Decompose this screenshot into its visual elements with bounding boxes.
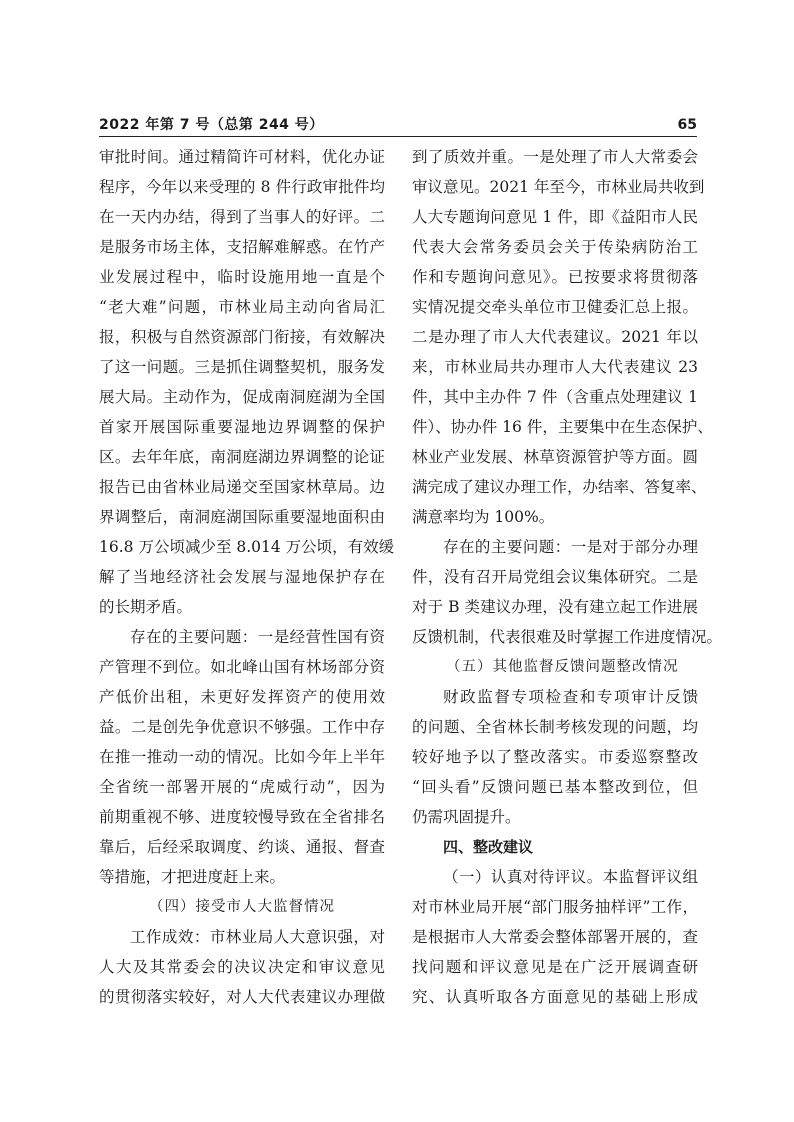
text-line: 来，市林业局共办理市人大代表建议 23 <box>412 358 698 376</box>
text-line: 找问题和评议意见是在广泛开展调查研 <box>412 958 698 976</box>
text-line: 报，积极与自然资源部门衔接，有效解决 <box>99 328 385 346</box>
text-line: 在一天内办结，得到了当事人的好评。二 <box>99 208 385 226</box>
text-line: 究、认真听取各方面意见的基础上形成 <box>412 988 698 1006</box>
text-line: 全省统一部署开展的“虎威行动”，因为 <box>99 778 385 796</box>
text-line: 界调整后，南洞庭湖国际重要湿地面积由 <box>99 508 385 526</box>
text-line: 对市林业局开展“部门服务抽样评”工作， <box>412 898 698 916</box>
text-line: 满完成了建议办理工作，办结率、答复率、 <box>412 478 707 496</box>
text-line: 业发展过程中，临时设施用地一直是个 <box>99 268 385 286</box>
text-line: 到了质效并重。一是处理了市人大常委会 <box>412 148 698 166</box>
text-line: 首家开展国际重要湿地边界调整的保护 <box>99 418 385 436</box>
text-line: 人大专题询问意见 1 件，即《益阳市人民 <box>412 208 698 226</box>
text-line: 报告已由省林业局递交至国家林草局。边 <box>99 478 385 496</box>
left-column <box>99 142 395 1012</box>
text-line: 财政监督专项检查和专项审计反馈 <box>443 688 698 706</box>
text-line: 满意率均为 100%。 <box>412 508 555 526</box>
text-line: （一）认真对待评议。本监督评议组 <box>443 868 698 886</box>
text-line: 是根据市人大常委会整体部署开展的，查 <box>412 928 698 946</box>
text-line: 仍需巩固提升。 <box>412 808 521 826</box>
page-number: 65 <box>677 117 697 133</box>
text-line: 前期重视不够、进度较慢导致在全省排名 <box>99 808 385 826</box>
text-line: 实情况提交牵头单位市卫健委汇总上报。 <box>412 298 698 316</box>
text-line: 靠后，后经采取调度、约谈、通报、督查 <box>99 838 385 856</box>
text-line: 16.8 万公顷减少至 8.014 万公顷，有效缓 <box>99 538 395 556</box>
text-line: 在推一推动一动的情况。比如今年上半年 <box>99 748 385 766</box>
text-line: “回头看”反馈问题已基本整改到位，但 <box>412 778 698 796</box>
text-line: 产管理不到位。如北峰山国有林场部分资 <box>99 658 385 676</box>
text-line: 展大局。主动作为，促成南洞庭湖为全国 <box>99 388 385 406</box>
section-heading: 四、整改建议 <box>443 838 534 856</box>
text-line: 件，没有召开局党组会议集体研究。二是 <box>412 568 698 586</box>
text-line: 是服务市场主体，支招解难解惑。在竹产 <box>99 238 385 256</box>
subsection-heading: （五）其他监督反馈问题整改情况 <box>446 659 679 675</box>
text-line: 了这一问题。三是抓住调整契机，服务发 <box>99 358 385 376</box>
text-line: 代表大会常务委员会关于传染病防治工 <box>412 238 698 256</box>
text-line: 作和专题询问意见》。已按要求将贯彻落 <box>412 268 698 286</box>
header-divider <box>99 136 697 137</box>
text-line: 的贯彻落实较好，对人大代表建议办理做 <box>99 988 385 1006</box>
text-line: 人大及其常委会的决议决定和审议意见 <box>99 958 385 976</box>
journal-issue: 2022 年第 7 号（总第 244 号） <box>99 117 324 133</box>
text-line: 等措施，才把进度赶上来。 <box>99 868 286 886</box>
text-line: 较好地予以了整改落实。市委巡察整改 <box>412 748 698 766</box>
text-line: 的长期矛盾。 <box>99 598 193 616</box>
text-line: 程序，今年以来受理的 8 件行政审批件均 <box>99 178 385 196</box>
right-column <box>412 142 723 1012</box>
text-line: 区。去年年底，南洞庭湖边界调整的论证 <box>99 448 385 466</box>
text-line: 反馈机制，代表很难及时掌握工作进度情况。 <box>412 628 723 646</box>
text-line: 益。二是创先争优意识不够强。工作中存 <box>99 718 385 736</box>
text-line: 审批时间。通过精简许可材料，优化办证 <box>99 148 385 166</box>
text-line: 工作成效：市林业局人大意识强，对 <box>130 928 385 946</box>
text-line: 审议意见。2021 年至今，市林业局共收到 <box>412 178 705 196</box>
text-line: 件，其中主办件 7 件（含重点处理建议 1 <box>412 388 698 406</box>
text-line: 件）、协办件 16 件，主要集中在生态保护、 <box>412 418 713 436</box>
text-line: 存在的主要问题：一是经营性国有资 <box>130 628 385 646</box>
text-line: 二是办理了市人大代表建议。2021 年以 <box>412 328 698 346</box>
text-line: 的问题、全省林长制考核发现的问题，均 <box>412 718 698 736</box>
text-line: 林业产业发展、林草资源管护等方面。圆 <box>412 448 698 466</box>
text-line: “老大难”问题，市林业局主动向省局汇 <box>99 298 385 316</box>
text-line: 解了当地经济社会发展与湿地保护存在 <box>99 568 385 586</box>
text-line: 存在的主要问题：一是对于部分办理 <box>443 538 698 556</box>
text-line: 产低价出租，未更好发挥资产的使用效 <box>99 688 385 706</box>
running-header <box>99 116 697 136</box>
text-line: 对于 B 类建议办理，没有建立起工作进展 <box>412 598 698 616</box>
subsection-heading: （四）接受市人大监督情况 <box>149 899 335 915</box>
